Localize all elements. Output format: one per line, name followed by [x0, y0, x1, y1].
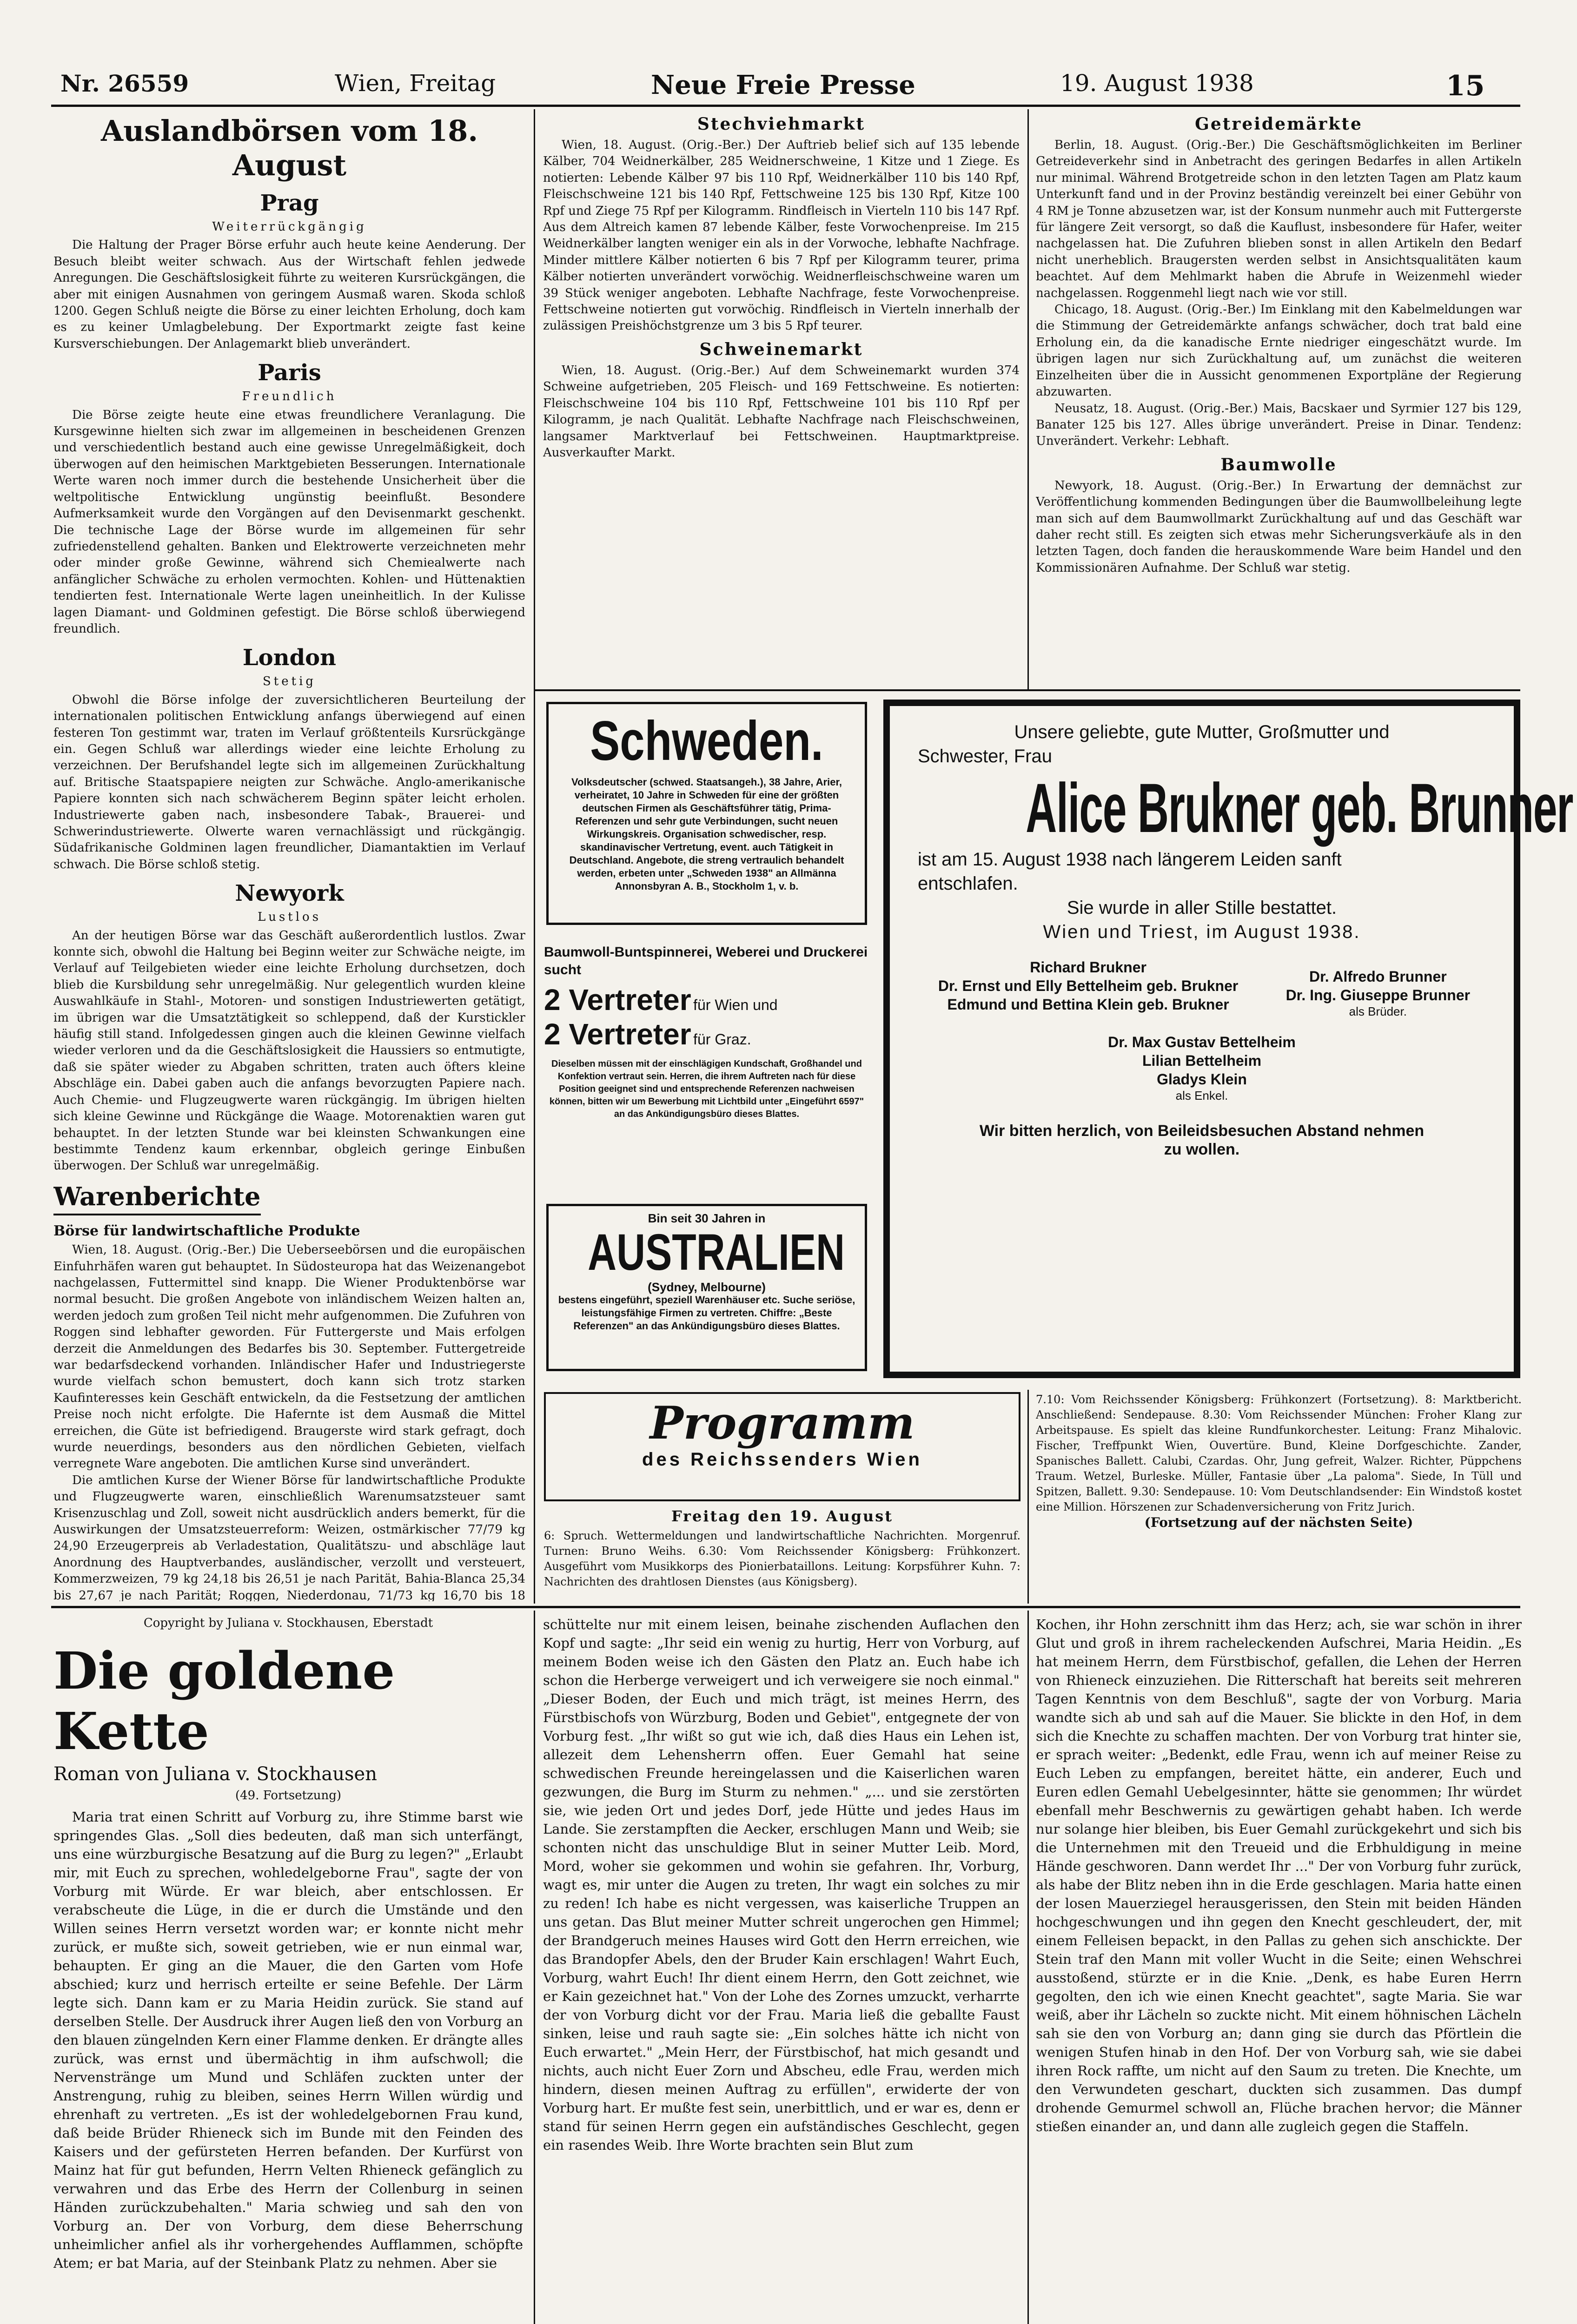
obit-family-member: Richard Brukner [1030, 959, 1146, 976]
newspaper-title: Neue Freie Presse [651, 70, 915, 100]
section-rule [535, 689, 1520, 691]
ad-line-small: für Graz. [693, 1031, 751, 1048]
subsection-title: Stechviehmarkt [697, 114, 866, 134]
city-heading: Newyork [235, 880, 344, 907]
report-text: Chicago, 18. August. (Orig.-Ber.) Im Einklang mit den Kabelmeldungen war die Stimmung der Getreidemärkte anfangs schwächer, doch trat bald eine Erholung ein, da die kanadische Ernte niedriger eingeschätzt wurde. Im übrigen lagen nur sich Zurückhaltung auf, um zunächst die weiteren Einzelheiten über die in Aussicht genommenen Exportpläne der Regierung abzuwarten. [1036, 303, 1522, 399]
novel-column-1 [53, 1615, 523, 2324]
novel-part: (49. Fortsetzung) [235, 1788, 342, 1802]
report-text: Newyork, 18. August. (Orig.-Ber.) In Erwartung der demnächst zur Veröffentlichung kommenden Bedingungen über die Baumwollbeleihung legte man sich auf dem Baumwollmarkt Zurückhaltung auf und das Geschäft war daher recht still. Es zeigten sich etwas mehr Sicherungsverkäufe als in den letzten Tagen, doch fanden die herauskommende Ware beim Handel und den Kommissionären Aufnahme. Der Schluß war stetig. [1036, 478, 1522, 575]
report-text: An der heutigen Börse war das Geschäft außerordentlich lustlos. Zwar konnte sich, obwohl die Haltung bei Beginn weiter zur Schwäche neigte, im Verlauf auf Teilgebieten wieder eine leichte Erholung durchsetzen, doch blieb die Kursbildung sehr unregelmäßig. Nur gelegentlich wurden kleine Auswahlkäufe in Stahl-, Motoren- und sonstigen Industriewerten getätigt, im übrigen war die Umsatztätigkeit so schleppend, daß der Kurstickler häufig still stand. Infolgedessen gingen auch die kleinen Gewinne vielfach wieder verloren und da die Geschäftslosigkeit die Haussiers so entmutigte, daß sie später wieder zu Abgaben schritten, traten auch öfters kleine Abschläge ein. Dabei gaben auch die anfangs bevorzugten Papiere nach. Auch Chemie- und Flugzeugwerte waren rückgängig. Im übrigen hielten sich kleine Gewinne und Rückgänge die Waage. Motorenaktien waren gut behauptet. In der letzten Stunde war bei kleinsten Schwankungen eine bestimmte Tendenz kaum erkennbar, obgleich geringe Einbußen überwogen. Der Schluß war unregelmäßig. [53, 928, 525, 1173]
trend-label: Stetig [262, 674, 317, 689]
program-box [544, 1392, 1020, 1501]
ad-line [544, 1017, 869, 1051]
report-text: Die amtlichen Kurse der Wiener Börse für landwirtschaftliche Produkte und Flugzeugwerte waren, einschließlich Warenumsatzsteuer samt Krisenzuschlag und Zoll, soweit nicht ausdrücklich anders bemerkt, für die Auswirkungen der Umsatzsteuerreform: Weizen, ostmärkischer 77/79 kg 24,90 Erzeugerpreis ab Verladestation, Qualitätszu- und abschläge laut Anordnung des Hauptverbandes, ausländischer, verzollt und versteuert, Kommerzweizen, 79 kg 24,18 bis 26,51 je nach Parität, Bahia-Blanca 25,34 bis 27,67 je nach Parität; Roggen, Niederdonau, 71/73 kg 16,70 bis 18 [53, 1473, 525, 1601]
ad-head: Baumwoll-Buntspinnerei, Weberei und Druckerei sucht [544, 944, 868, 977]
obit-line: Wien und Triest, im August 1938. [1043, 922, 1361, 942]
city-heading: Prag [260, 190, 319, 216]
novel-subtitle: Roman von Juliana v. Stockhausen [53, 1763, 377, 1785]
program-right [1036, 1392, 1522, 1604]
report-text: Wien, 18. August. (Orig.-Ber.) Auf dem Schweinemarkt wurden 374 Schweine aufgetrieben, 205 Fleisch- und 169 Fettschweine. Es notierten: Fleischschweine 104 bis 110 Rpf, Fettschweine 101 bis 110 Rpf per Kilogramm, je nach Qualität. Lebhafte Nachfrage nach Fleischschweinen, langsamer Marktverlauf bei Fettschweinen. Hauptmarktpreise. Ausverkaufter Markt. [543, 363, 1020, 460]
column-divider [534, 109, 535, 1604]
section-rule [51, 1606, 1520, 1608]
ad-line-small: für Wien und [693, 997, 778, 1013]
obit-note: Wir bitten herzlich, von Beileidsbesuchen Abstand nehmen [979, 1122, 1425, 1140]
program-text: 7.10: Vom Reichssender Königsberg: Frühkonzert (Fortsetzung). 8: Marktbericht. Anschließend: Sendepause. 8.30: Vom Reichssender München: Froher Klang zur Arbeitspause. Es spielt das kleine Rundfunkorchester. Leitung: Franz Mihalovic. Fischer, Treffpunkt Wien, Ouvertüre. Bund, Kleine Dorfgeschichte. Zander, Spanisches Ballett. Calubi, Czardas. Ohr, Jung gefreit, Walzer. Richter, Püppchens Traum. Wetzel, Burleske. Müller, Fantasie über „La paloma". Siede, In Tüll und Spitzen, Ballett. 9.30: Sendepause. 10: Vom Deutschlandsender: Ein Windstoß kostet eine Million. Hörszenen zur Schadenversicherung von Fritz Jurich. [1036, 1393, 1522, 1513]
novel-text: schüttelte nur mit einem leisen, beinahe zischenden Auflachen den Kopf und sagte: „Ihr seid ein wenig zu hurtig, Herr von Vorburg, auf meinem Boden weise ich den Gästen den Platz an. Euch habe ich schon die Herberge verweigert und ich verweigere sie noch einmal." „Dieser Boden, der Euch und mich trägt, ist meines Herrn, des Fürstbischofs von Würzburg, Boden und Gebiet", entgegnete der von Vorburg fest. „Ihr wißt so gut wie ich, daß dies Haus ein Lehen ist, allezeit dem Lehensherrn offen. Euer Gemahl hat seine schwedischen Freunde hereingelassen und die Kaiserlichen waren gezwungen, die Burg im Sturm zu nehmen." „... und sie zerstörten sie, wie jeden Ort und jedes Dorf, jede Hütte und jedes Haus im Lande. Sie zerstampften die Aecker, erschlugen Mann und Weib; sie schonten nicht das unschuldige Blut in seiner Mutter Leib. Mord, Mord, woher sie gekommen und wohin sie gefahren. Ihr, Vorburg, wagt es, mir unter die Augen zu treten, Ihr wagt ein solches zu mir zu reden! Ich habe es nicht vergessen, was kaiserliche Truppen an uns getan. Das Blut meiner Mutter schreit ungerochen gen Himmel; der Brandgeruch meines Hauses wird Gott den Herrn erreichen, wie das Brandopfer Abels, den der Bruder Kain erschlagen! Wahrt Euch, Vorburg, wahrt Euch! Ihr dient einem Herrn, den Gott zeichnet, wie er Kain gezeichnet hat." Von der Lohe des Zornes umzuckt, verharrte der von Vorburg dicht vor der Frau. Maria ließ die geballte Faust sinken, leise und rauh sagte sie: „Ein solches hätte ich nicht von Euch erwartet." „Mein Herr, der Fürstbischof, hat mich gesandt und nichts, auch nicht Euer Zorn und Abscheu, edle Frau, werden mich hindern, diesen meinen Auftrag zu erfüllen", erwiderte der von Vorburg hart. Er mußte fest sein, unerbittlich, und er war es, denn er stand für seinen Herrn gegen ein aufständisches Geschlecht, gegen ein rasendes Weib. Ihre Worte brachten sein Blut zum [543, 1617, 1020, 2153]
obit-family-member: Edmund und Bettina Klein geb. Brukner [947, 996, 1229, 1013]
trend-label: Weiterrückgängig [212, 220, 367, 234]
obit-family-member: Lilian Bettelheim [1142, 1052, 1262, 1069]
place-day: Wien, Freitag [335, 70, 496, 97]
obit-family [918, 958, 1486, 1019]
column-livestock [543, 109, 1020, 688]
ad-title: Schweden. [590, 710, 823, 772]
city-heading: Paris [258, 360, 321, 386]
novel-text: Maria trat einen Schritt auf Vorburg zu, ihre Stimme barst wie springendes Glas. „Soll dies bedeuten, daß man sich unterfängt, uns eine würzburgische Besatzung auf die Burg zu legen?" „Erlaubt mir, mit Euch zu sprechen, wohledelgeborne Frau", sagte der von Vorburg mit Würde. Er war bleich, aber entschlossen. Er verabscheute die Lüge, in die er durch die Umstände und den Willen seines Herrn versetzt worden war; er konnte nicht mehr zurück, er mußte sich, soweit getrieben, wie er nun einmal war, behaupten. Er ging an die Mauer, die den Garten vom Hofe abschied; kurz und herrisch erteilte er seine Befehle. Der Lärm legte sich. Dann kam er zu Maria Heidin zurück. Sie stand auf derselben Stelle. Der Ausdruck ihrer Augen ließ den von Vorburg an den blauen züngelnden Kern einer Flamme denken. Er drängte alles zurück, was ernst und übermächtig in ihm aufschwoll; die Nervenstränge um Mund und Schläfen zuckten unter der Anstrengung, ruhig zu bleiben, seines Herrn Willen würdig und ehrenhaft zu vertreten. „Es ist der wohledelgebornen Frau kund, daß beide Brüder Rhieneck sich im Bunde mit den Feinden des Kaisers und der gefürsteten Herren befanden. Der Kurfürst von Mainz hat für gut befunden, Herrn Velten Rhieneck gefänglich zu verwahren und das Erbe des Herrn der Collenburg in seinen Händen zurückzubehalten." Maria schwieg und sah den von Vorburg an. Der von Vorburg, dem diese Beherrschung unheimlicher anfiel als ihr vorhergehendes Aufflammen, schöpfte Atem; er bat Maria, auf der Steinbank Platz zu nehmen. Aber sie [53, 1809, 523, 2271]
ad-top: Bin seit 30 Jahren in [648, 1211, 766, 1225]
obit-relation: als Enkel. [1175, 1089, 1228, 1103]
obit-note: zu wollen. [1164, 1141, 1240, 1158]
obit-family-member: Dr. Ernst und Elly Bettelheim geb. Brukner [938, 977, 1239, 994]
obit-relation: als Brüder. [1349, 1004, 1407, 1018]
column-divider [534, 1611, 535, 2324]
column-markets [53, 109, 525, 1601]
ad-australien [546, 1204, 867, 1371]
ad-city: (Sydney, Melbourne) [648, 1280, 766, 1294]
obit-line: entschlafen. [918, 873, 1018, 894]
report-text: Berlin, 18. August. (Orig.-Ber.) Die Geschäftsmöglichkeiten im Berliner Getreideverkehr sind in Anbetracht des geringen Bedarfes in allen Artikeln nur minimal. Während Brotgetreide schon in den letzten Tagen am Platz kaum Unterkunft fand und in der Provinz beständig vereinzelt bei einer Gebühr von 4 RM je Tonne abzusetzen war, ist der Konsum nunmehr auch mit Futtergerste für längere Zeit versorgt, so daß die Kauflust, insbesondere für Hafer, weiter nachgelassen hat. Die Zufuhren blieben sonst in allen Artikeln den Bedarf nicht unerheblich. Braugersten werden selbst in Ansichtsqualitäten kaum beachtet. Auf dem Mehlmarkt haben die Abrufe in Weizenmehl wieder nachgelassen. Roggenmehl liegt nach wie vor still. [1036, 138, 1522, 300]
subsection-title: Börse für landwirtschaftliche Produkte [53, 1222, 360, 1239]
subsection-title: Getreidemärkte [1195, 114, 1363, 134]
report-text: Die Börse zeigte heute eine etwas freundlichere Veranlagung. Die Kursgewinne hielten sich zwar im allgemeinen in bescheidenen Grenzen und verschiedentlich bestand auch eine gewisse Unregelmäßigkeit, doch überwogen auf den heimischen Marktgebieten Besserungen. Internationale Werte waren noch immer durch die bestehende Unsicherheit über die weltpolitische Entwicklung ungünstig beeinflußt. Besondere Aufmerksamkeit wurde den Vorgängen auf den Devisenmarkt geschenkt. Die technische Lage der Börse wurde im allgemeinen für sehr zufriedenstellend gehalten. Banken und Elektrowerte verzeichneten mehr oder minder große Gewinne, während sich Chemiealwerte nach anfänglicher Schwäche zu erholen vermochten. Kohlen- und Hüttenaktien tendierten fest. Internationale Werte lagen uneinheitlich. In der Kulisse lagen Diamant- und Goldminen gefestigt. Die Börse schloß überwiegend freundlich. [53, 408, 525, 636]
issue-date: 19. August 1938 [1060, 70, 1254, 97]
report-text: Die Haltung der Prager Börse erfuhr auch heute keine Aenderung. Der Besuch bleibt weiter schwach. Aus der Wirtschaft fehlen jedwede Anregungen. Die Geschäftslosigkeit führte zu weiteren Kursrückgängen, die aber mit einigen Ausnahmen von geringem Ausmaß waren. Skoda schloß 1200. Gegen Schluß neigte die Börse zu einer leichten Erholung, doch kam es zu keiner Umlagbelebung. Der Exportmarkt zeigte fast keine Kursverschiebungen. Der Anlagemarkt blieb unverändert. [53, 238, 525, 351]
obit-name: Alice Brukner geb. Brunner [1026, 769, 1573, 847]
report-text: Neusatz, 18. August. (Orig.-Ber.) Mais, Bacskaer und Syrmier 127 bis 129, Banater 125 bis 127. Alles übrige unverändert. Preise in Dinar. Tendenz: Unverändert. Verkehr: Lebhaft. [1036, 401, 1522, 449]
obit-line: Unsere geliebte, gute Mutter, Großmutter und [1014, 722, 1390, 742]
ad-text: bestens eingeführt, speziell Warenhäuser etc. Suche seriöse, leistungsfähige Firmen zu vertreten. Chiffre: „Beste Referenzen" an das Ankündigungsbüro dieses Blattes. [558, 1294, 855, 1332]
ad-line-big: 2 Vertreter [544, 983, 691, 1017]
report-text: Obwohl die Börse infolge der zuversichtlicheren Beurteilung der internationalen politischen Entwicklung anfangs überwiegend auf einen festeren Ton gestimmt war, traten im Verlauf größtenteils Kursrückgänge ein. Gegen Schluß war allerdings wieder eine leichte Erholung zu verzeichnen. Der Berufshandel legte sich im allgemeinen Zurückhaltung auf. Britische Staatspapiere neigten zur Schwäche. Anglo-amerikanische Papiere konnten sich nach schwächerem Beginn später leicht erholen. Industriewerte gaben nach, insbesondere Tabak-, Brauerei- und Schwerindustriewerte. Olwerte waren vernachlässigt und rückgängig. Südafrikanische Goldminen lagen freundlicher, Diamantaktien im Verlauf schwach. Die Börse schloß stetig. [53, 693, 525, 872]
obit-line: ist am 15. August 1938 nach längerem Leiden sanft [918, 849, 1342, 870]
program-title: Programm [649, 1397, 915, 1449]
report-text: Wien, 18. August. (Orig.-Ber.) Der Auftrieb belief sich auf 135 lebende Kälber, 704 Weidnerkälber, 285 Weidnerschweine, 1 Kitze und 1 Ziege. Es notierten: Lebende Kälber 97 bis 110 Rpf, Weidnerkälber 110 bis 140 Rpf, Fleischschweine 121 bis 140 Rpf, Fettschweine 125 bis 130 Rpf, Kitze 100 Rpf und Ziege 75 Rpf per Kilogramm. Rindfleisch in Vierteln 110 bis 147 Rpf. Aus dem Altreich kamen 87 lebende Kälber, feste Vorwochenpreise. Im 215 Weidnerkälber langten weniger ein als in der Vorwoche, lebhafte Nachfrage. Minder mittlere Kälber notierten 6 bis 7 Rpf per Kilogramm teurer, prima Kälber notierten unverändert vorwöchig. Weidnerfleischschweine waren um 39 Stück weniger angeboten. Lebhafte Nachfrage, feste Vorwochenpreise. Fettschweine notierten gut vorwöchig. Rindfleisch in Vierteln innerhalb der zulässigen Preishöchstgrenze um 3 bis 5 Rpf teurer. [543, 138, 1020, 333]
city-heading: London [242, 645, 337, 671]
novel-text: Kochen, ihr Hohn zerschnitt ihm das Herz; ach, sie war schön in ihrer Glut und groß in ihrem racheleckenden Aufschrei, Maria Heidin. „Es hat meinem Herrn, dem Fürstbischof, gefallen, die Lehen der Herren von Rhieneck einzuziehen. Die Ritterschaft hat bereits seit mehreren Tagen Kenntnis von dem Beschluß", sagte der von Vorburg. Maria wandte sich ab und sah auf die Mauer. Sie blickte in den Hof, in dem sich die Knechte zu schaffen machten. Der von Vorburg trat hinter sie, er sprach weiter: „Bedenkt, edle Frau, wenn ich auf meiner Reise zu Euch Leben zu empfangen, bereitet hätte, ein anderer, Euch und Euren edlen Gemahl Uebelgesinnter, hätte sie genommen; Ihr würdet ebenfall mehr Beschwernis zu gewärtigen gehabt haben. Ich werde nur solange hier bleiben, bis Euer Gemahl zurückgekehrt und sich bis die Unternehmen mit den Treueid und die Erbhuldigung in meine Hände geschworen. Dann werdet Ihr ..." Der von Vorburg fuhr zurück, als habe der Blitz neben ihn in die Erde geschlagen. Maria hatte einen der losen Mauerziegel herausgerissen, den Stein mit beiden Händen hochgeschwungen und ihn gegen den Knecht geschleudert, der, mit einem Felleisen bepackt, in den Pallas zu gehen sich anschickte. Der Stein traf den Mann mit voller Wucht in die Seite; einen Wehschrei ausstoßend, stürzte er in die Knie. „Denk, es habe Euren Herrn gegolten, den ich wie einen Knecht geachtet", sagte Maria. Sie war weiß, aber ihr Lächeln so zuckte nicht. Mit einem höhnischen Lächeln sah sie den von Vorburg an; dann ging sie durch das Pförtlein die wenigen Stufen hinab in den Hof. Der von Vorburg sah, wie sie dabei ihren Rock raffte, um nicht auf den Saum zu treten. Die Knechte, um den Verwundeten geschart, duckten sich zusammen. Das dumpf drohende Gemurmel schwoll an, Flüche brachen hervor; die Männer stießen einander an, und dann alle zugleich gegen die Staffeln. [1036, 1617, 1522, 2134]
obit-family-member: Dr. Max Gustav Bettelheim [1108, 1034, 1296, 1050]
column-grain [1036, 109, 1522, 688]
ad-line-big: 2 Vertreter [544, 1017, 691, 1051]
ad-schweden [546, 702, 867, 925]
obit-line: Schwester, Frau [918, 746, 1053, 766]
obit-line: Sie wurde in aller Stille bestattet. [1067, 898, 1337, 918]
novel-title: Die goldene Kette [53, 1641, 395, 1762]
program-continued: (Fortsetzung auf der nächsten Seite) [1144, 1515, 1413, 1530]
ad-text: Dieselben müssen mit der einschlägigen Kundschaft, Großhandel und Konfektion vertraut sein. Herren, die ihrem Auftreten nach für diese Position geeignet sind und entsprechende Referenzen nachweisen können, bitten wir um Bewerbung mit Lichtbild unter „Eingeführt 6597" an das Ankündigungsbüro dieses Blattes. [549, 1059, 864, 1119]
program-subtitle: des Reichssenders Wien [642, 1449, 922, 1470]
ad-text: Volksdeutscher (schwed. Staatsangeh.), 38 Jahre, Arier, verheiratet, 10 Jahre in Schweden für eine der größten deutschen Firmen als Geschäftsführer tätig, Prima-Referenzen und sehr gute Verbindungen, sucht neuen Wirkungskreis. Organisation schwedischer, resp. skandinavischer Vertretung, event. auch Tätigkeit in Deutschland. Angebote, die streng vertraulich behandelt werden, erbeten unter „Schweden 1938" an Allmänna Annonsbyran A. B., Stockholm 1, v. b. [569, 776, 844, 892]
ad-baumwoll [544, 944, 869, 1190]
novel-column-3 [1036, 1615, 1522, 2324]
obit-family-member: Gladys Klein [1157, 1071, 1247, 1088]
subsection-title: Schweinemarkt [699, 339, 863, 359]
column-divider [1027, 1611, 1029, 2324]
subsection-title: Baumwolle [1220, 455, 1337, 475]
novel-copyright: Copyright by Juliana v. Stockhausen, Eberstadt [143, 1616, 433, 1630]
trend-label: Lustlos [257, 910, 322, 924]
ad-line [544, 983, 869, 1017]
obit-family-member: Dr. Alfredo Brunner [1309, 968, 1447, 985]
section-title: Auslandbörsen vom 18. August [100, 114, 478, 182]
program-day: Freitag den 19. August [671, 1507, 894, 1525]
program-text: 6: Spruch. Wettermeldungen und landwirtschaftliche Nachrichten. Morgenruf. Turnen: Bruno Weihs. 6.30: Vom Reichssender Königsberg: Frühkonzert. Ausgeführt vom Musikkorps des Pionierbataillons. Leitung: Korpsführer Kuhn. 7: Nachrichten des drahtlosen Dienstes (aus Königsberg). [544, 1529, 1020, 1588]
obit-family-member: Dr. Ing. Giuseppe Brunner [1285, 987, 1471, 1004]
report-text: Wien, 18. August. (Orig.-Ber.) Die Ueberseebörsen und die europäischen Einfuhrhäfen waren gut behauptet. In Südosteuropa hat das Weizenangebot nachgelassen, Futtermittel sind knapp. Die Wiener Produktenbörse war normal besucht. Die großen Angebote von inländischem Weizen halten an, werden jedoch zum großen Teil nicht mehr aufgenommen. Die Zufuhren von Roggen sind lebhafter geworden. Für Futtergerste und Mais erfolgen derzeit die Anmeldungen des Bedarfes bis 30. September. Futtergetreide war bedarfsdeckend vorhanden. Inländischer Hafer und Industriegerste wurde vielfach schon bemustert, doch kann sich trotz starken Kaufinteresses kein Geschäft entwickeln, da die Festsetzung der amtlichen Preise noch nicht erfolgte. Die Hafernte ist dem Ausmaß die Mittel erreichen, die Güte ist befriedigend. Braugerste wird stark gefragt, doch wurde neuerdings, besonders aus den nördlichen Gebieten, vielfach verregnete Ware angeboten. Die amtlichen Kurse sind unverändert. [53, 1243, 525, 1471]
trend-label: Freundlich [242, 390, 337, 404]
column-divider [1027, 1390, 1029, 1604]
column-divider [1027, 109, 1029, 690]
program-left [544, 1506, 1020, 1604]
program-title-block [549, 1397, 1016, 1470]
page-number: 15 [1446, 70, 1485, 102]
obituary [883, 700, 1573, 1378]
issue-number: Nr. 26559 [60, 70, 189, 97]
novel-column-2 [543, 1615, 1020, 2324]
header-rule [51, 105, 1520, 107]
ad-title: AUSTRALIEN [588, 1224, 845, 1281]
section-title: Warenberichte [53, 1179, 261, 1215]
obituary-content [918, 720, 1573, 1159]
